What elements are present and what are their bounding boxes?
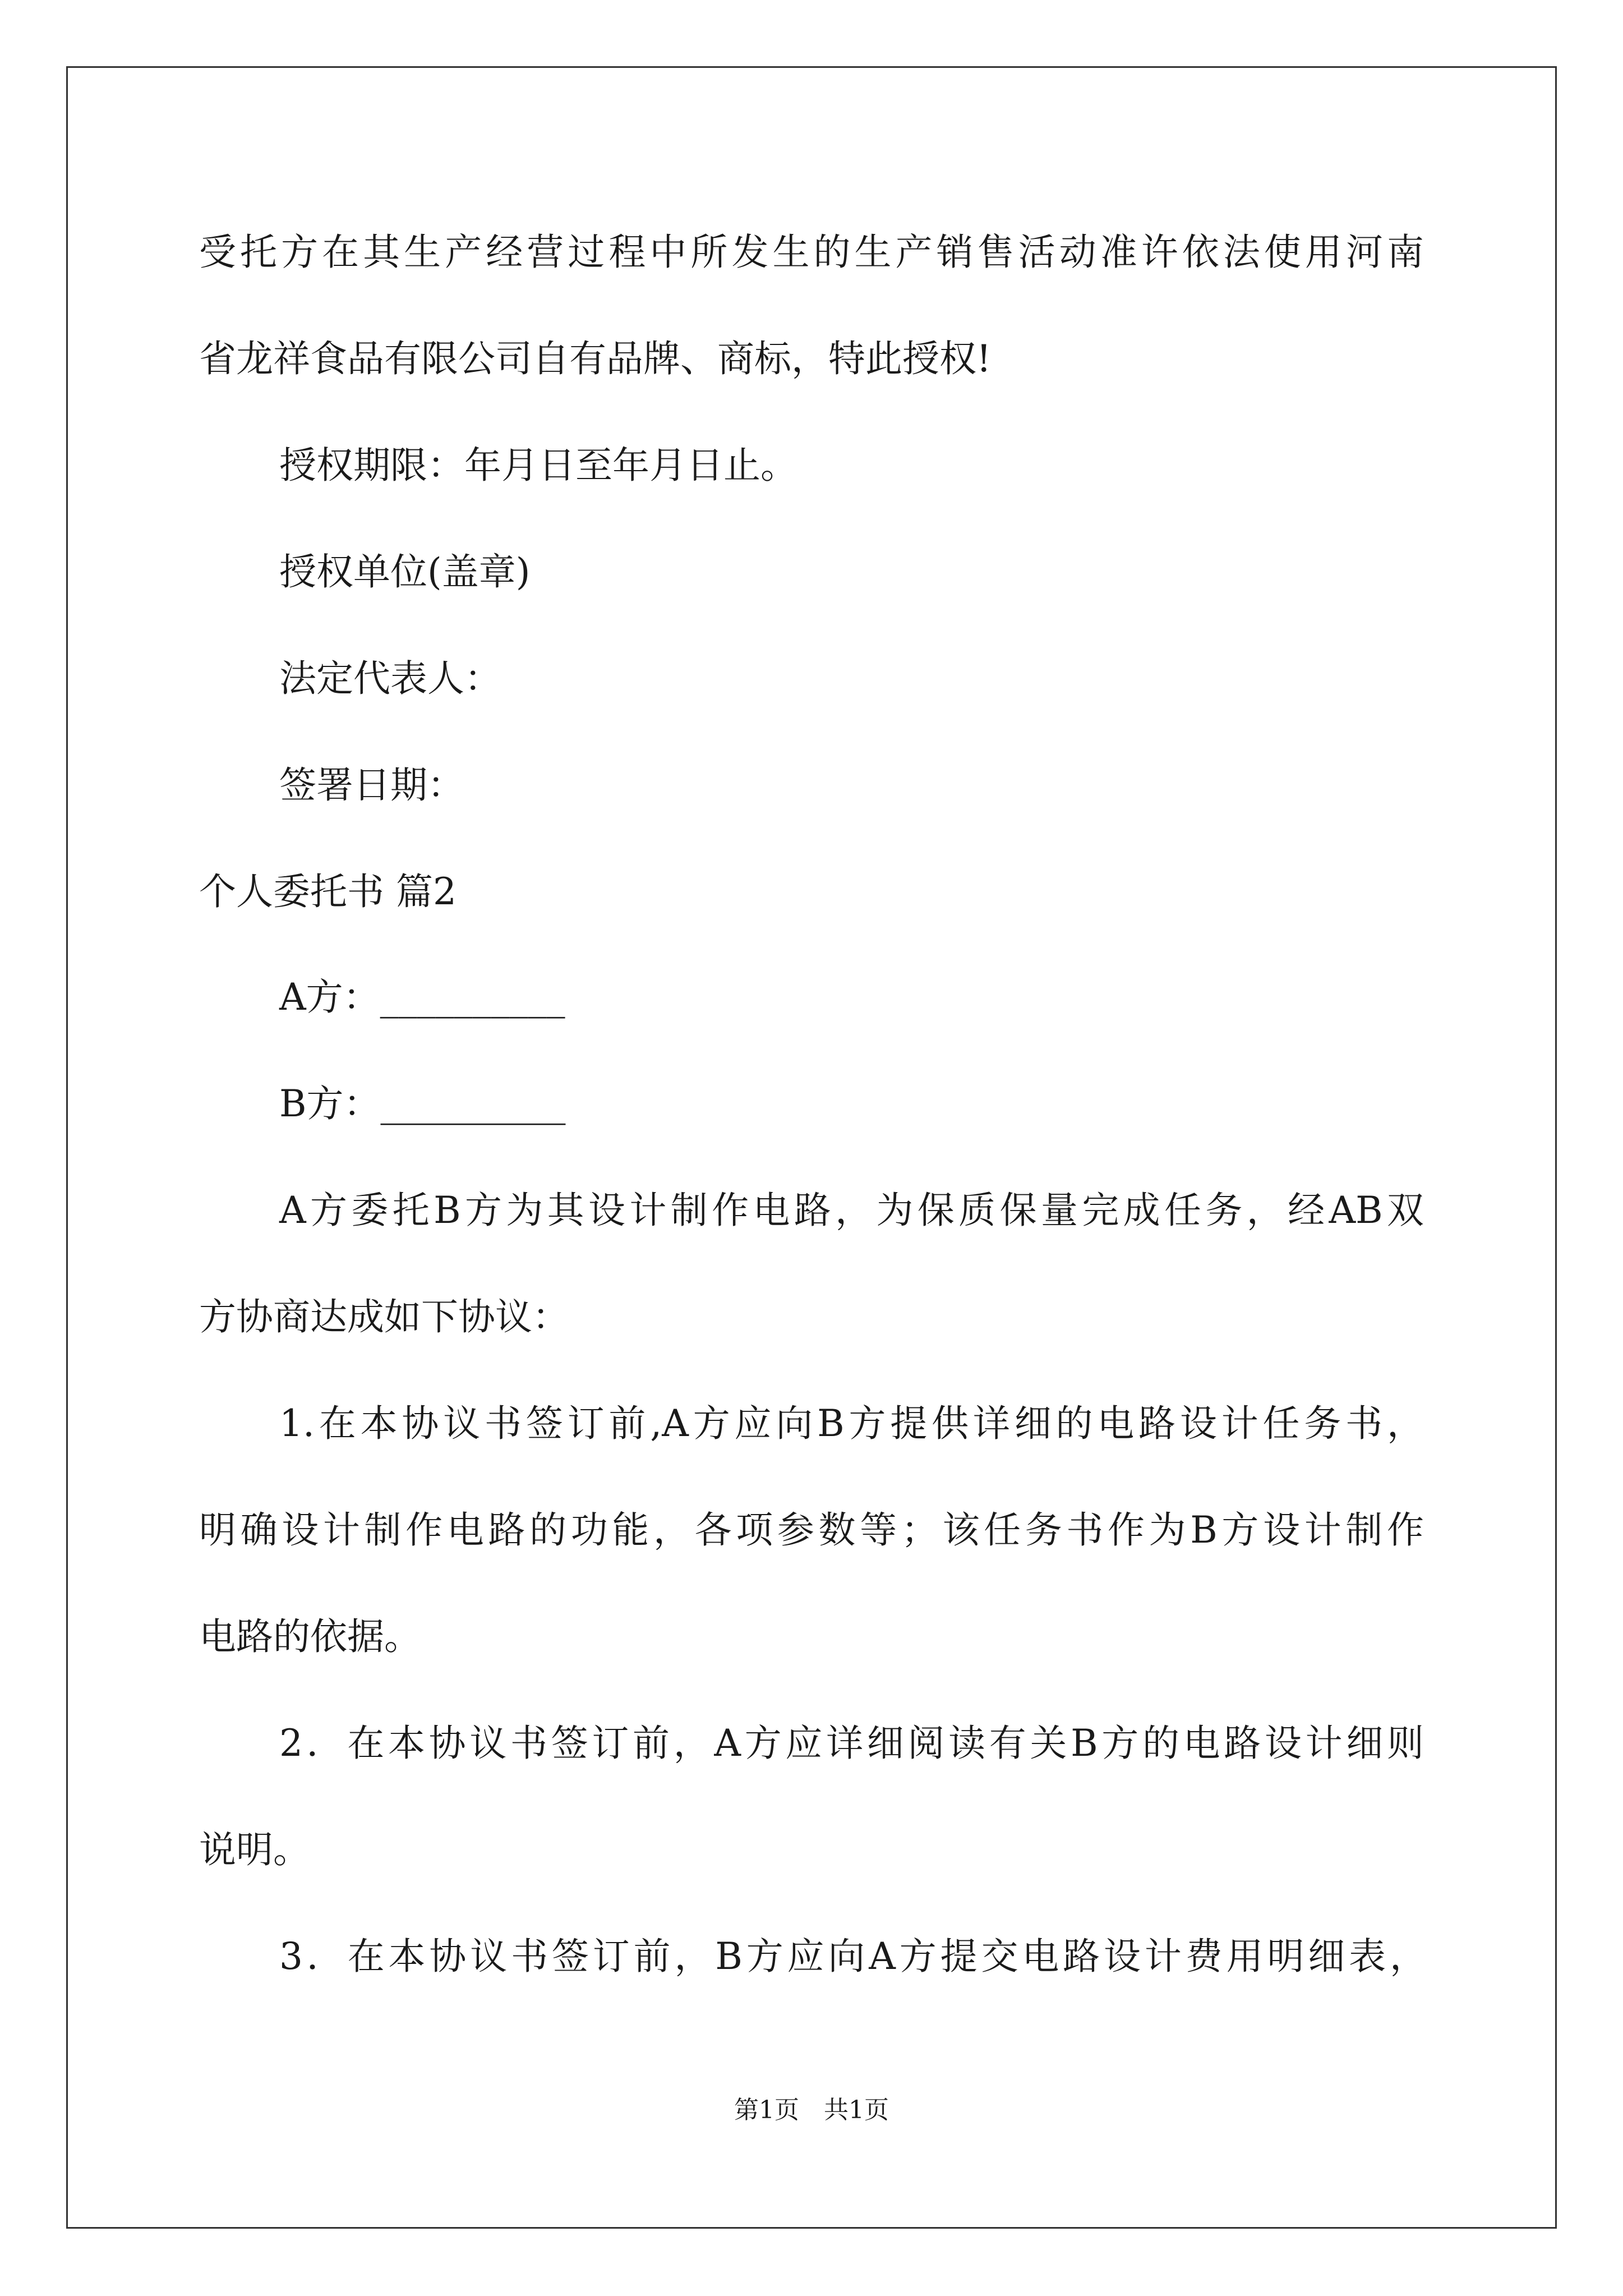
paragraph-authorization-line2: 省龙祥食品有限公司自有品牌、商标，特此授权!: [199, 337, 992, 380]
clause-1-line3: 电路的依据。: [199, 1615, 421, 1658]
clause-2-line1: 2．在本协议书签订前，A方应详细阅读有关B方的电路设计细则: [279, 1722, 1424, 1765]
signing-date: 签署日期：: [279, 763, 464, 807]
clause-1-line1: 1.在本协议书签订前,A方应向B方提供详细的电路设计任务书，: [279, 1402, 1424, 1445]
party-b-line: B方：__________: [279, 1082, 566, 1125]
party-a-line: A方：__________: [279, 976, 565, 1019]
authorization-period: 授权期限：年月日至年月日止。: [279, 444, 797, 487]
clause-3-line1: 3．在本协议书签订前，B方应向A方提交电路设计费用明细表，: [279, 1935, 1427, 1978]
clause-2-line2: 说明。: [199, 1828, 310, 1871]
section-title: 个人委托书 篇2: [199, 870, 457, 913]
intro-line1: A方委托B方为其设计制作电路，为保质保量完成任务，经AB双: [279, 1189, 1424, 1232]
authorizing-unit: 授权单位(盖章): [279, 550, 531, 593]
paragraph-authorization-line1: 受托方在其生产经营过程中所发生的生产销售活动准许依法使用河南: [199, 231, 1424, 274]
legal-representative: 法定代表人：: [279, 657, 501, 700]
clause-1-line2: 明确设计制作电路的功能，各项参数等；该任务书作为B方设计制作: [199, 1508, 1424, 1552]
page-footer: 第1页 共1页: [734, 2096, 889, 2124]
intro-line2: 方协商达成如下协议：: [199, 1295, 569, 1338]
page-frame: [66, 66, 1557, 2229]
